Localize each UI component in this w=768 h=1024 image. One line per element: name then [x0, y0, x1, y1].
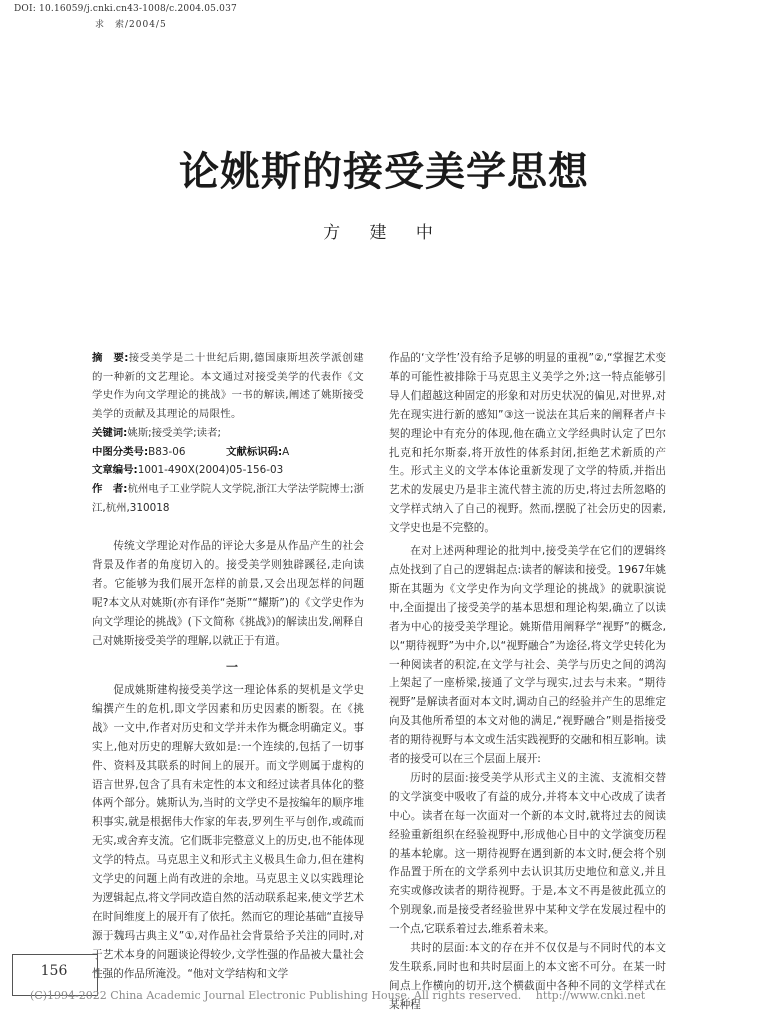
author-info-text: 杭州电子工业学院人文学院,浙江大学法学院博士;浙江,杭州,310018	[92, 482, 364, 514]
meta-block	[92, 349, 364, 517]
left-intro	[92, 537, 364, 650]
paragraph: 促成姚斯建构接受美学这一理论体系的契机是文学史编撰产生的危机,即文学因素和历史因素的断裂。在《挑战》一文中,作者对历史和文学并未作为概念明确定义。事实上,他对历史的理解大致如是:一个连续的,包括了一切事件、资料及其联系的时间上的展开。而文学则属于虚构的语言世界,包含了具有未定性的本文和经过读者具体化的整体两个部分。姚斯认为,当时的文学史不是按编年的顺序堆积事实,就是根据伟大作家的年表,罗列生平与创作,或疏而无实,或舍弃支流。它们既非完整意义上的历史,也不能体现文学的特点。马克思主义和形式主义极具生命力,但在建构文学史的问题上尚有改进的余地。马克思主义以实践理论为逻辑起点,将文学同改造自然的活动联系起来,使文学艺术在时间维度上的展开有了依托。然而它的理论基础“直接导源于魏玛古典主义”①,对作品社会背景给予关注的同时,对于艺术本身的问题谈论得较少,文学性强的作品被大量社会性强的作品所淹没。“他对文学结构和文学	[92, 684, 364, 980]
article-title: 论姚斯的接受美学思想	[179, 149, 589, 195]
paragraph: 共时的层面:本文的存在并不仅仅是与不同时代的本文发生联系,同时也和共时层面上的本文密不可分。在某一时间点上作横向的切开,这个横截面中各种不同的文学样式在某种程	[389, 942, 666, 1011]
section-number: 一	[226, 660, 239, 674]
page-number: 156	[40, 963, 68, 979]
keywords-label: 关键词:	[92, 426, 128, 439]
article-number-label: 文章编号:	[92, 464, 138, 477]
article-number-value: 1001-490X(2004)05-156-03	[137, 464, 284, 477]
copyright-footer: (C)1994-2022 China Academic Journal Electronic Publishing House. All rights reserved. http://www.cnki.net	[30, 989, 646, 1002]
left-body	[92, 681, 364, 984]
author-info	[92, 480, 364, 517]
author-info-label: 作 者:	[92, 482, 128, 495]
right-column	[389, 349, 666, 1015]
article-number-line	[92, 461, 364, 480]
abstract-text: 接受美学是二十世纪后期,德国康斯坦茨学派创建的一种新的文艺理论。本文通过对接受美学的代表作《文学史作为向文学理论的挑战》一书的解读,阐述了姚斯接受美学的贡献及其理论的局限性。	[92, 352, 364, 421]
classification-line	[92, 443, 364, 462]
abstract	[92, 349, 364, 424]
doc-code-label: 文献标识码:	[226, 445, 283, 458]
paragraph: 作品的‘文学性’没有给予足够的明显的重视”②,“掌握艺术变革的可能性被排除于马克思主义美学之外;这一特点能够引导人们超越这种固定的形象和对历史状况的偏见,对世界,对先在现实进行新的感知”③这一说法在其后来的阐释者卢卡契的理论中有充分的体现,他在确立文学经典时认定了巴尔扎克和托尔斯泰,将开放性的体系封闭,拒绝艺术新质的产生。形式主义的文学本体论重新发现了文学的特质,并指出艺术的发展史乃是非主流代替主流的历史,将过去所忽略的文学样式纳入了自己的视野。然而,摆脱了社会历史的因素,文学史也是不完整的。	[389, 352, 666, 535]
paragraph: 历时的层面:接受美学从形式主义的主流、支流相交替的文学演变中吸收了有益的成分,并将本文中心改成了读者中心。读者在每一次面对一个新的本文时,就将过去的阅读经验重新组织在经验视野中,形成他心目中的文学演变历程的基本轮廓。这一期待视野在遇到新的本文时,便会将个别作品置于所在的文学系列中去认识其历史地位和意义,并且充实或修改读者的期待视野。于是,本文不再是彼此孤立的个别现象,而是接受者经验世界中某种文学在发展过程中的一个点,它联系着过去,维系着未来。	[389, 771, 666, 936]
keywords-text: 姚斯;接受美学;读者;	[127, 426, 221, 439]
paragraph: 传统文学理论对作品的评论大多是从作品产生的社会背景及作者的角度切入的。接受美学则独辟蹊径,走向读者。它能够为我们展开怎样的前景,又会出现怎样的问题呢?本文从对姚斯(亦有译作“尧斯”“耀斯”)的《文学史作为向文学理论的挑战》(下文简称《挑战》)的解读出发,阐释自己对姚斯接受美学的理解,以就正于有道。	[92, 540, 364, 647]
keywords	[92, 424, 364, 443]
classification-label: 中图分类号:	[92, 445, 149, 458]
doi-line: DOI: 10.16059/j.cnki.cn43-1008/c.2004.05.037	[14, 4, 237, 14]
author-name: 方 建 中	[323, 223, 445, 243]
abstract-label: 摘 要:	[92, 352, 129, 364]
doc-code-value: A	[282, 445, 290, 458]
paragraph: 在对上述两种理论的批判中,接受美学在它们的逻辑终点处找到了自己的逻辑起点:读者的解读和接受。1967年姚斯在其题为《文学史作为向文学理论的挑战》的就职演说中,全面提出了接受美学的基本思想和理论构架,确立了以读者为中心的接受美学理论。姚斯借用阐释学“视野”的概念,以“期待视野”为中介,以“视野融合”为途径,将文学史转化为一种阅读者的积淀,在文学与社会、美学与历史之间的鸿沟上架起了一座桥梁,接通了文学与现实,过去与未来。“期待视野”是解读者面对本文时,调动自己的经验并产生的思维定向及其他所希望的本文对他的满足,“视野融合”则是指接受者的期待视野与本文或生活实践视野的交融和相互影响。读者的接受可以在三个层面上展开:	[389, 545, 666, 766]
journal-info: 求 索/2004/5	[95, 20, 167, 30]
classification-value: B83-06	[148, 445, 186, 458]
